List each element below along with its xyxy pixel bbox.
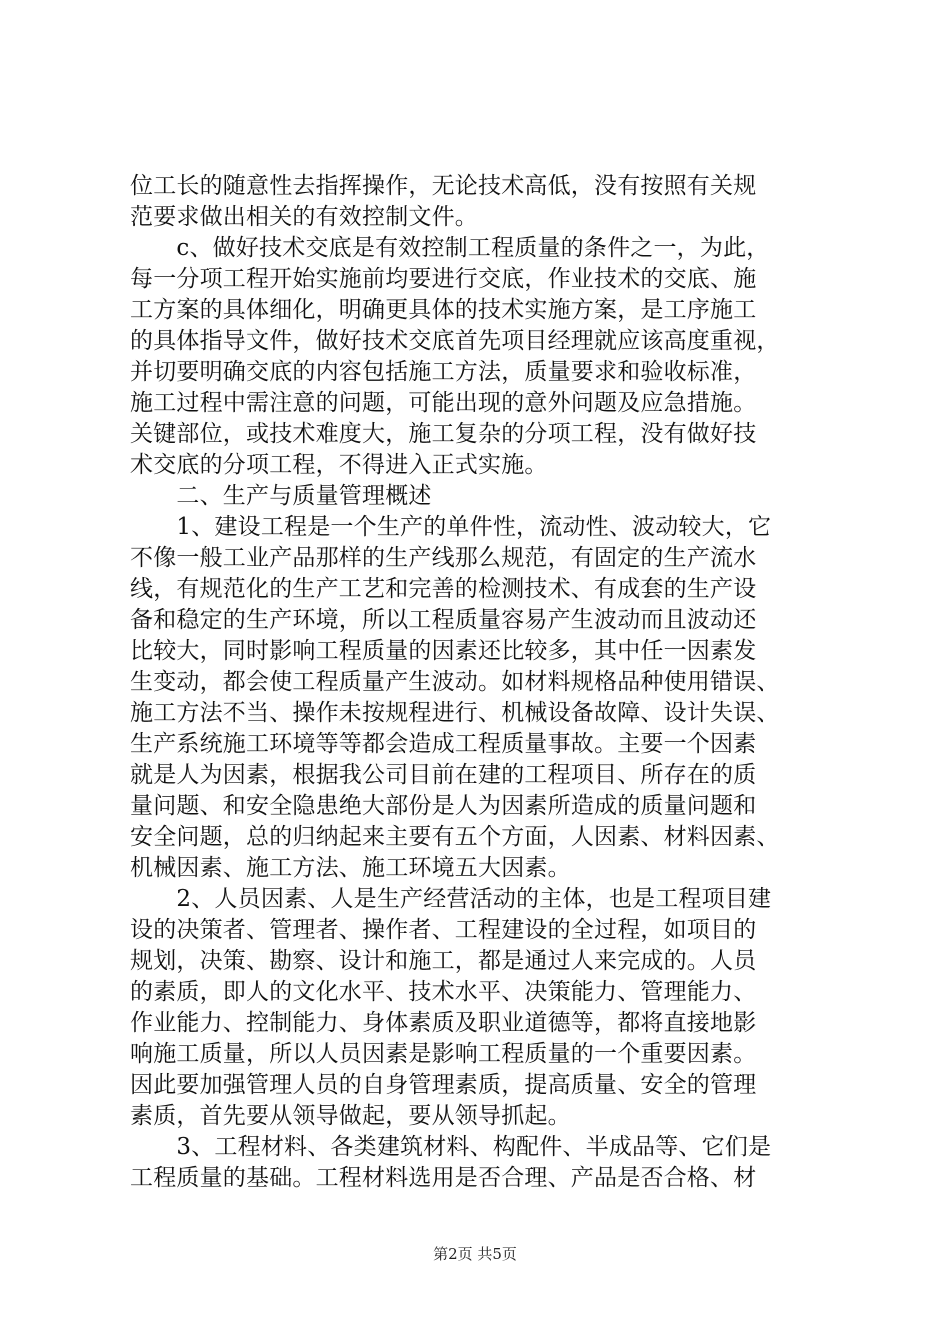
text-line: 2、人员因素、人是生产经营活动的主体，也是工程项目建 (130, 886, 772, 912)
body-text (130, 171, 830, 1194)
text-line: 线，有规范化的生产工艺和完善的检测技术、有成套的生产设 (130, 576, 757, 602)
text-line: 安全问题，总的归纳起来主要有五个方面，人因素、材料因素、 (130, 824, 780, 850)
text-line: 术交底的分项工程，不得进入正式实施。 (130, 452, 548, 478)
text-line: 作业能力、控制能力、身体素质及职业道德等，都将直接地影 (130, 1010, 757, 1036)
text-line: c、做好技术交底是有效控制工程质量的条件之一，为此， (130, 235, 770, 261)
text-line: 量问题、和安全隐患绝大部份是人为因素所造成的质量问题和 (130, 793, 757, 819)
text-line: 的具体指导文件，做好技术交底首先项目经理就应该高度重视， (130, 328, 780, 354)
text-line: 生产系统施工环境等等都会造成工程质量事故。主要一个因素 (130, 731, 757, 757)
text-line: 生变动，都会使工程质量产生波动。如材料规格品种使用错误、 (130, 669, 780, 695)
text-line: 备和稳定的生产环境，所以工程质量容易产生波动而且波动还 (130, 607, 757, 633)
text-line: 的素质，即人的文化水平、技术水平、决策能力、管理能力、 (130, 979, 757, 1005)
section-heading: 二、生产与质量管理概述 (130, 483, 432, 509)
text-line: 工方案的具体细化，明确更具体的技术实施方案，是工序施工 (130, 297, 757, 323)
text-line: 每一分项工程开始实施前均要进行交底，作业技术的交底、施 (130, 266, 757, 292)
text-line: 3、工程材料、各类建筑材料、构配件、半成品等、它们是 (130, 1134, 772, 1160)
text-line: 1、建设工程是一个生产的单件性，流动性、波动较大，它 (130, 514, 772, 540)
text-line: 施工方法不当、操作未按规程进行、机械设备故障、设计失误、 (130, 700, 780, 726)
text-line: 关键部位，或技术难度大，施工复杂的分项工程，没有做好技 (130, 421, 757, 447)
text-line: 不像一般工业产品那样的生产线那么规范，有固定的生产流水 (130, 545, 757, 571)
text-line: 施工过程中需注意的问题，可能出现的意外问题及应急措施。 (130, 390, 757, 416)
text-line: 规划，决策、勘察、设计和施工，都是通过人来完成的。人员 (130, 948, 757, 974)
text-line: 素质，首先要从领导做起，要从领导抓起。 (130, 1103, 571, 1129)
text-line: 并切要明确交底的内容包括施工方法，质量要求和验收标准， (130, 359, 757, 385)
text-line: 就是人为因素，根据我公司目前在建的工程项目、所存在的质 (130, 762, 757, 788)
text-line: 因此要加强管理人员的自身管理素质，提高质量、安全的管理 (130, 1072, 757, 1098)
text-line: 机械因素、施工方法、施工环境五大因素。 (130, 855, 571, 881)
text-line: 范要求做出相关的有效控制文件。 (130, 204, 478, 230)
text-line: 设的决策者、管理者、操作者、工程建设的全过程，如项目的 (130, 917, 757, 943)
text-line: 比较大，同时影响工程质量的因素还比较多，其中任一因素发 (130, 638, 757, 664)
text-line: 位工长的随意性去指挥操作，无论技术高低，没有按照有关规 (130, 173, 757, 199)
text-line: 响施工质量，所以人员因素是影响工程质量的一个重要因素。 (130, 1041, 757, 1067)
text-line: 工程质量的基础。工程材料选用是否合理、产品是否合格、材 (130, 1165, 757, 1191)
page-number-footer: 第2页 共5页 (433, 1245, 517, 1263)
